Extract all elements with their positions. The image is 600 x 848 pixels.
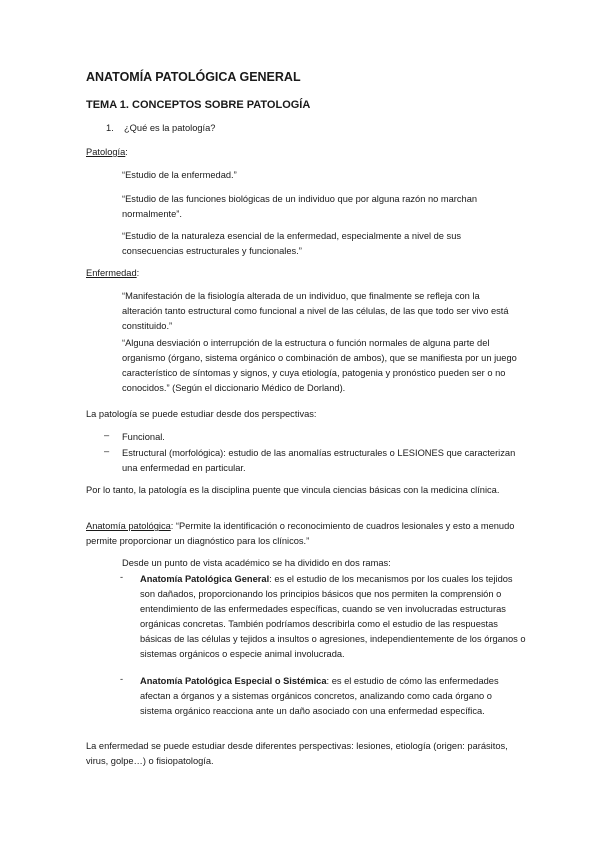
branch-name: Anatomía Patológica General [140,574,270,584]
section-heading: TEMA 1. CONCEPTOS SOBRE PATOLOGÍA [86,99,311,111]
anatomia-definition-text: : “Permite la identificación o reconocimiento de cuadros lesionales y esto a menudo permite proporcionar un diagnóstico para los clínicos.” [86,521,515,546]
enfermedad-label-line: Enfermedad: [86,268,140,278]
branch-item [120,674,526,719]
question-number: 1. [106,123,114,133]
final-paragraph: La enfermedad se puede estudiar desde diferentes perspectivas: lesiones, etiología (origen: parásitos, virus, golpe…) o fisiopatología. [86,741,508,766]
perspective-item [104,430,524,445]
dash-marker: - [120,674,124,684]
dash-marker: - [120,572,124,582]
branch-text [140,572,526,662]
dash-marker: – [104,446,110,456]
anatomia-definition [86,519,526,549]
question-text: ¿Qué es la patología? [124,123,216,133]
branch-text [140,674,526,719]
enfermedad-quote-2: “Alguna desviación o interrupción de la estructura o función normales de alguna parte del organismo (órgano, sistema orgánico o combinación de ambos), que se manifiesta por un juego característico de síntomas y signos, y cuya etiología, patogenia y pronóstico pueden ser o no conocidos.” (Según el diccionario Médico de Dorland). [122,338,517,393]
branch-name: Anatomía Patológica Especial o Sistémica [140,676,327,686]
branches-intro: Desde un punto de vista académico se ha dividido en dos ramas: [122,558,391,568]
branch-description: : es el estudio de cómo las enfermedades afectan a órganos y a sistemas orgánicos concretos, analizando como cada órgano o sistema orgánico reacciona ante un daño asociado con una enfermedad específica. [140,676,499,716]
patologia-quote-1: “Estudio de la enfermedad.” [122,170,237,180]
perspective-text: Funcional. [122,432,165,442]
perspectives-intro: La patología se puede estudiar desde dos perspectivas: [86,409,317,419]
branch-description: : es el estudio de los mecanismos por los cuales los tejidos son dañados, proporcionando los principios básicos que nos permiten la comprensión o entendimiento de las enfermedades específicas, cuando se ven involucradas estructuras orgánicas concretas. También podríamos describirla como el estudio de las respuestas básicas de las células y tejidos a insultos o agresiones, independientemente de los órganos o sistemas orgánicos o especie animal involucrada. [140,574,526,659]
document-title: ANATOMÍA PATOLÓGICA GENERAL [86,70,301,84]
enfermedad-label: Enfermedad [86,268,137,278]
anatomia-label: Anatomía patológica [86,521,171,531]
patologia-quote-2: “Estudio de las funciones biológicas de un individuo que por alguna razón no marchan normalmente”. [122,194,478,219]
perspective-text: Estructural (morfológica): estudio de las anomalías estructurales o LESIONES que caracterizan una enfermedad en particular. [122,448,516,473]
enfermedad-quote-1: “Manifestación de la fisiología alterada de un individuo, que finalmente se refleja con la alteración tanto estructural como funcional a nivel de las células, de las que todo ser vivo está constituido.” [122,291,509,331]
branch-item [120,572,526,662]
patologia-label: Patología [86,147,126,157]
numbered-question [106,121,215,136]
dash-marker: – [104,430,110,440]
conclusion-paragraph: Por lo tanto, la patología es la disciplina puente que vincula ciencias básicas con la medicina clínica. [86,485,500,495]
perspective-item [104,446,524,476]
patologia-label-line: Patología: [86,147,128,157]
patologia-quote-3: “Estudio de la naturaleza esencial de la enfermedad, especialmente a nivel de sus consecuencias estructurales y funcionales.” [122,231,462,256]
